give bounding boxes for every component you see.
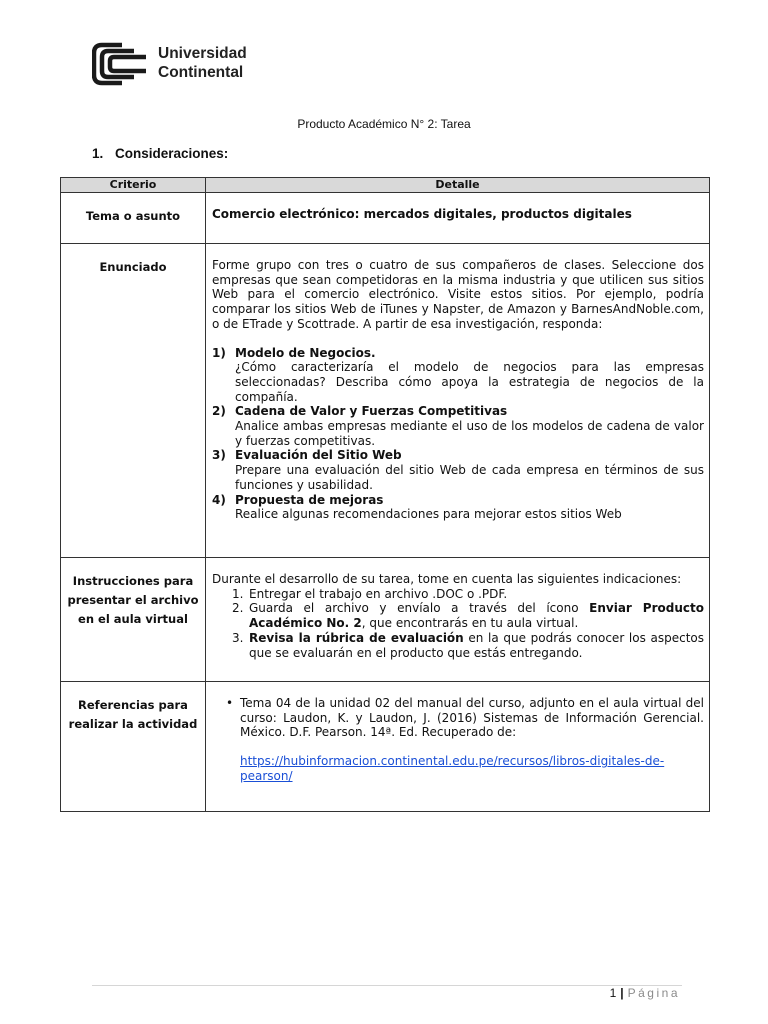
reference-link[interactable]: https://hubinformacion.continental.edu.pe/recursos/libros-digitales-de-pearson/ <box>240 754 665 783</box>
list-item-number: 1. <box>232 586 244 601</box>
list-item <box>212 631 704 660</box>
detalle-instrucciones <box>206 558 710 682</box>
list-item <box>212 346 704 405</box>
document-title: Producto Académico N° 2: Tarea <box>297 117 471 131</box>
list-item-number: 2. <box>232 601 244 616</box>
list-item-number: 1) <box>212 345 226 360</box>
detalle-tema: Comercio electrónico: mercados digitales, productos digitales <box>206 193 710 244</box>
list-item <box>212 696 704 740</box>
bullet-icon: • <box>226 696 234 710</box>
step-text: Entregar el trabajo en archivo .DOC o .PDF. <box>249 586 508 601</box>
list-item-number: 3) <box>212 448 226 463</box>
step-text: en la que podrás conocer los aspectos que se evaluarán en el producto que estás entregando. <box>249 630 705 660</box>
list-item-number: 4) <box>212 492 226 507</box>
list-item <box>212 404 704 448</box>
criterio-referencias: Referencias para realizar la actividad <box>61 682 206 812</box>
list-item <box>212 448 704 492</box>
section-title: Consideraciones: <box>115 146 229 161</box>
table-row-referencias <box>61 682 710 812</box>
list-item-text: Prepare una evaluación del sitio Web de cada empresa en términos de sus funciones y usabilidad. <box>235 463 704 492</box>
table-row-enunciado <box>61 244 710 558</box>
header-detalle: Detalle <box>206 178 710 193</box>
step-bold-text: Enviar Producto Académico No. 2 <box>249 601 704 631</box>
section-heading <box>92 146 228 161</box>
enunciado-list <box>212 346 704 522</box>
header-criterio: Criterio <box>61 178 206 193</box>
list-item-title: Propuesta de mejoras <box>235 492 384 507</box>
list-item-text: Analice ambas empresas mediante el uso de los modelos de cadena de valor y fuerzas competitivas. <box>235 419 704 448</box>
logo-line1: Universidad <box>158 45 247 62</box>
considerations-table <box>60 177 710 812</box>
page-footer <box>610 986 680 1000</box>
footer-separator: | <box>620 986 624 1000</box>
criterio-tema: Tema o asunto <box>61 193 206 244</box>
footer-label: Página <box>627 986 680 1000</box>
logo-text <box>158 44 247 82</box>
footer-divider <box>92 985 682 986</box>
list-item-number: 3. <box>232 630 244 645</box>
university-logo <box>92 42 252 86</box>
list-item <box>212 601 704 630</box>
step-text: , que encontrarás en tu aula virtual. <box>361 616 579 631</box>
table-header-row <box>61 178 710 193</box>
list-item-title: Modelo de Negocios. <box>235 345 376 360</box>
list-item-number: 2) <box>212 404 226 419</box>
table-row-tema <box>61 193 710 244</box>
step-text: Guarda el archivo y envíalo a través del ícono <box>249 601 590 616</box>
criterio-enunciado: Enunciado <box>61 244 206 558</box>
reference-text: Tema 04 de la unidad 02 del manual del curso, adjunto en el aula virtual del curso: Laudon, K. y Laudon, J. (2016) Sistemas de Información Gerencial. México. D.F. Pearson. 14ª. Ed. Recuperado de: <box>240 696 704 740</box>
section-number: 1. <box>92 146 104 161</box>
table-row-instrucciones <box>61 558 710 682</box>
list-item <box>212 587 704 602</box>
enunciado-intro: Forme grupo con tres o cuatro de sus compañeros de clases. Seleccione dos empresas que sean competidoras en la misma industria y que utilicen sus sitios Web para el comercio electrónico. Visite estos sitios. Por ejemplo, podría comparar los sitios Web de iTunes y Napster, de Amazon y BarnesAndNoble.com, o de ETrade y Scottrade. A partir de esa investigación, responda: <box>212 258 704 331</box>
logo-line2: Continental <box>158 64 244 81</box>
list-item-title: Evaluación del Sitio Web <box>235 448 402 463</box>
list-item-title: Cadena de Valor y Fuerzas Competitivas <box>235 404 508 419</box>
detalle-enunciado <box>206 244 710 558</box>
continental-emblem-icon <box>92 42 152 86</box>
list-item-text: Realice algunas recomendaciones para mejorar estos sitios Web <box>235 507 622 522</box>
list-item <box>212 493 704 522</box>
page-number: 1 <box>609 986 617 1000</box>
criterio-instrucciones: Instrucciones para presentar el archivo en el aula virtual <box>61 558 206 682</box>
list-item-text: ¿Cómo caracterizaría el modelo de negocios para las empresas seleccionadas? Describa cómo apoya la estrategia de negocios de la compañía. <box>235 360 704 404</box>
instrucciones-intro: Durante el desarrollo de su tarea, tome en cuenta las siguientes indicaciones: <box>212 572 682 586</box>
detalle-referencias <box>206 682 710 812</box>
step-bold-text: Revisa la rúbrica de evaluación <box>249 630 464 645</box>
